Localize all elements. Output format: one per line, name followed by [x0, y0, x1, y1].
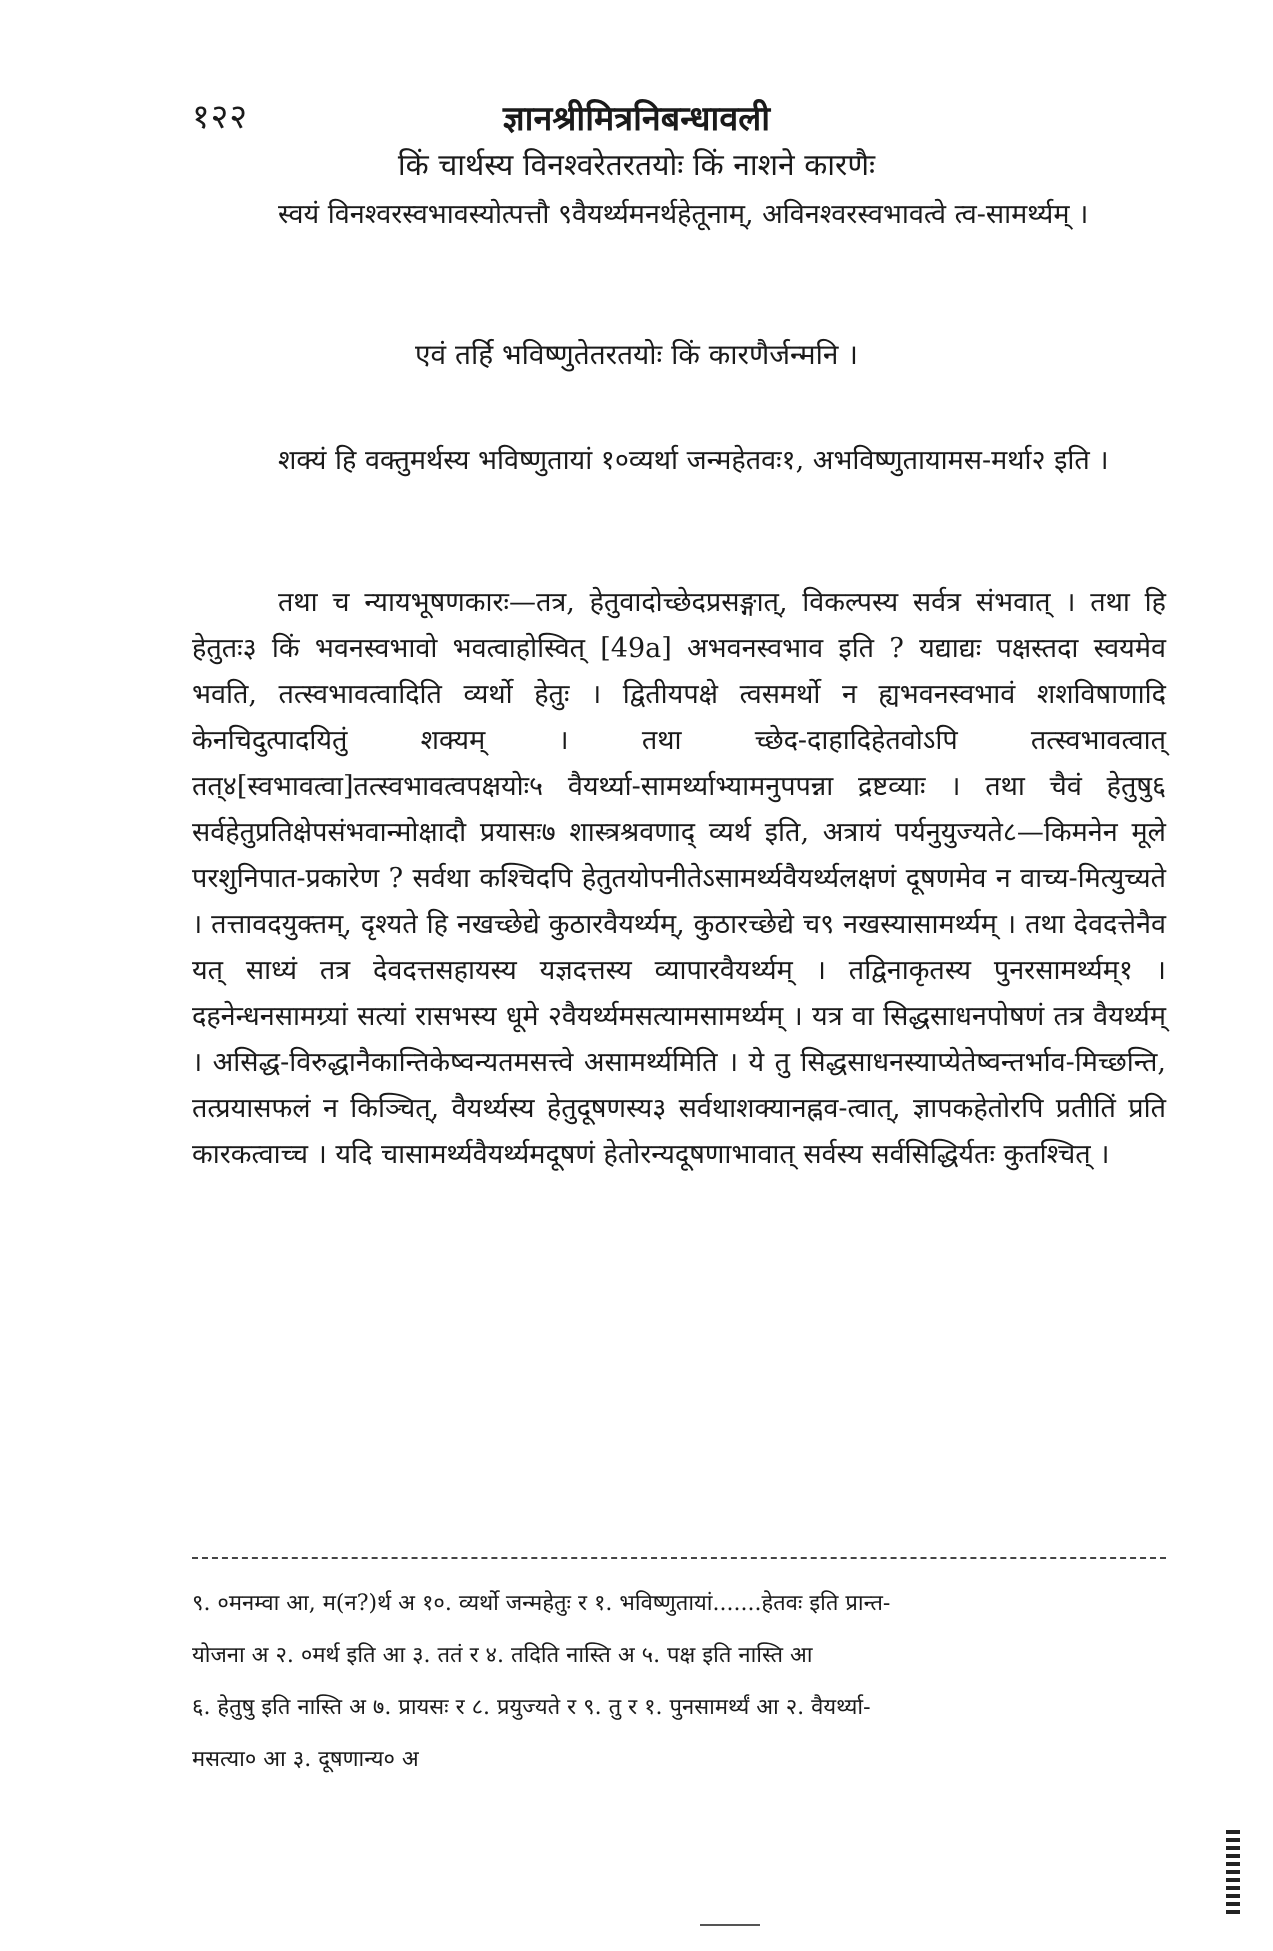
- running-head: ज्ञानश्रीमित्रनिबन्धावली: [502, 99, 771, 139]
- footnote-line: मसत्या० आ ३. दूषणान्य० अ: [192, 1747, 419, 1772]
- footnote-line: ६. हेतुषु इति नास्ति अ ७. प्रायसः र ८. प्रयुज्यते र ९. तु र १. पुनसामर्थ्यं आ २. वैयर्थ्या-: [192, 1695, 871, 1720]
- page-number: १२२: [192, 97, 249, 137]
- paragraph-2-text: शक्यं हि वक्तुमर्थस्य भविष्णुतायां १०व्यर्था जन्महेतवः१, अभविष्णुतायामस-मर्था२ इति ।: [278, 445, 1109, 476]
- bottom-scan-mark: [700, 1924, 760, 1926]
- paragraph-3: [192, 580, 1166, 1178]
- paragraph-2: [192, 436, 1166, 485]
- heading-question: किं चार्थस्य विनश्वरेतरतयोः किं नाशने कारणैः: [397, 148, 876, 183]
- paragraph-3-text: तथा च न्यायभूषणकारः—तत्र, हेतुवादोच्छेदप्रसङ्गात्, विकल्पस्य सर्वत्र संभवात् । तथा हि हेतुतः३ किं भवनस्वभावो भवत्वाहोस्वित् [49a] अभवनस्वभाव इति ? यद्याद्यः पक्षस्तदा स्वयमेव भवति, तत्स्वभावत्वादिति व्यर्थो हेतुः । द्वितीयपक्षे त्वसमर्थो न ह्यभवनस्वभावं शशविषाणादि केनचिदुत्पादयितुं शक्यम् । तथा च्छेद-दाहादिहेतवोऽपि तत्स्वभावत्वात् तत्४[स्वभावत्वा]तत्स्वभावत्वपक्षयोः५ वैयर्थ्या-सामर्थ्याभ्यामनुपपन्ना द्रष्टव्याः । तथा चैवं हेतुषु६ सर्वहेतुप्रतिक्षेपसंभवान्मोक्षादौ प्रयासः७ शास्त्रश्रवणाद् व्यर्थ इति, अत्रायं पर्यनुयुज्यते८—किमनेन मूले परशुनिपात-प्रकारेण ? सर्वथा कश्चिदपि हेतुतयोपनीतेऽसामर्थ्यवैयर्थ्यलक्षणं दूषणमेव न वाच्य-मित्युच्यते । तत्तावदयुक्तम्, दृश्यते हि नखच्छेद्ये कुठारवैयर्थ्यम्, कुठारच्छेद्ये च९ नखस्यासामर्थ्यम् । तथा देवदत्तेनैव यत् साध्यं तत्र देवदत्तसहायस्य यज्ञदत्तस्य व्यापारवैयर्थ्यम् । तद्विनाकृतस्य पुनरसामर्थ्यम्१ । दहनेन्धनसामग्र्यां सत्यां रासभस्य धूमे २वैयर्थ्यमसत्यामसामर्थ्यम् । यत्र वा सिद्धसाधनपोषणं तत्र वैयर्थ्यम् । असिद्ध-विरुद्धानैकान्तिकेष्वन्यतमसत्त्वे असामर्थ्यमिति । ये तु सिद्धसाधनस्याप्येतेष्वन्तर्भाव-मिच्छन्ति, तत्प्रयासफलं न किञ्चित्, वैयर्थ्यस्य हेतुदूषणस्य३ सर्वथाशक्यानह्नव-त्वात्, ज्ञापकहेतोरपि प्रतीतिं प्रति कारकत्वाच्च । यदि चासामर्थ्यवैयर्थ्यमदूषणं हेतोरन्यदूषणाभावात् सर्वस्य सर्वसिद्धिर्यतः कुतश्चित् ।: [192, 587, 1166, 1170]
- question-2: एवं तर्हि भविष्णुतेतरतयोः किं कारणैर्जन्मनि ।: [415, 338, 858, 371]
- footnote-line: ९. ०मनम्वा आ, म(न?)र्थ अ १०. व्यर्थो जन्महेतुः र १. भविष्णुतायां.......हेतवः इति प्रान्त-: [192, 1591, 891, 1616]
- footnotes: [192, 1578, 1166, 1786]
- footnote-line: योजना अ २. ०मर्थ इति आ ३. ततं र ४. तदिति नास्ति अ ५. पक्ष इति नास्ति आ: [192, 1643, 813, 1668]
- binding-mark: [1226, 1830, 1240, 1918]
- paragraph-1: [192, 190, 1166, 239]
- footnote-divider: [192, 1557, 1166, 1559]
- paragraph-1-text: स्वयं विनश्वरस्वभावस्योत्पत्तौ ९वैयर्थ्यमनर्थहेतूनाम्, अविनश्वरस्वभावत्वे त्व-सामर्थ्यम् ।: [278, 199, 1089, 230]
